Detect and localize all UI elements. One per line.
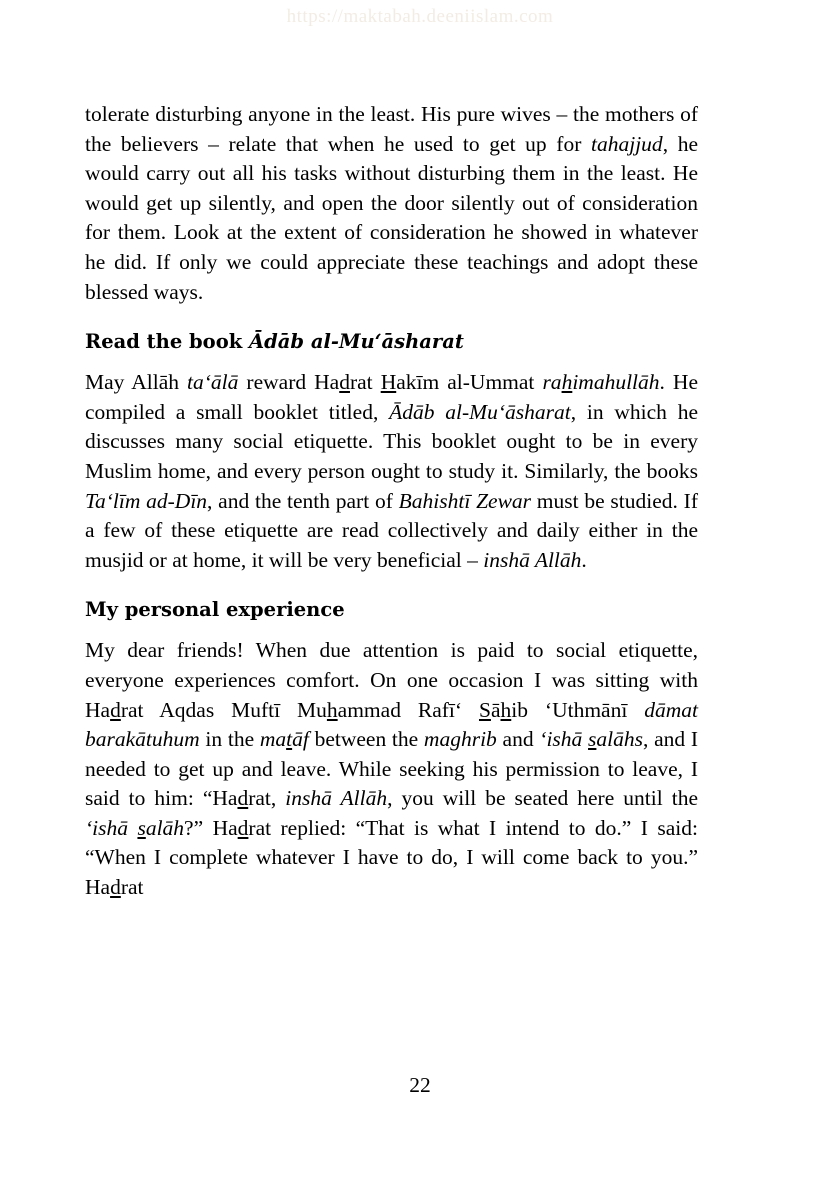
- paragraph-2: May Allāh taʻālā reward Hadrat Hakīm al-Ummat rahimahullāh. He compiled a small booklet titled, Ādāb al-Muʻāsharat, in which he discusses many social etiquette. This booklet ought to be in every Muslim home, and every person ought to study it. Similarly, the books Taʻlīm ad-Dīn, and the tenth part of Bahishtī Zewar must be studied. If a few of these etiquette are read collectively and daily either in the musjid or at home, it will be very beneficial – inshā Allāh.: [85, 370, 699, 572]
- paragraph-3: My dear friends! When due attention is paid to social etiquette, everyone experiences comfort. On one occasion I was sitting with Hadrat Aqdas Muftī Muhammad Rafīʻ Sāhib ʻUthmānī dāmat barakātuhum in the matāf between the maghrib and ʻishā salāhs, and I needed to get up and leave. While seeking his permission to leave, I said to him: “Hadrat, inshā Allāh, you will be seated here until the ʻishā salāh?” Hadrat replied: “That is what I intend to do.” I said: “When I complete whatever I have to do, I will come back to you.” Hadrat: [85, 638, 699, 900]
- page-number: 22: [409, 1073, 431, 1097]
- section-heading-my-personal-experience: My personal experience: [85, 598, 345, 622]
- section-heading-read-the-book: Read the book Ādāb al-Muʻāsharat: [85, 330, 464, 354]
- page-content: [85, 100, 698, 903]
- watermark-text: https://maktabah.deeniislam.com: [286, 6, 554, 27]
- paragraph-1: tolerate disturbing anyone in the least. His pure wives – the mothers of the believers – relate that when he used to get up for tahajjud, he would carry out all his tasks without disturbing them in the least. He would get up silently, and open the door silently out of consideration for them. Look at the extent of consideration he showed in whatever he did. If only we could appreciate these teachings and adopt these blessed ways.: [85, 102, 698, 304]
